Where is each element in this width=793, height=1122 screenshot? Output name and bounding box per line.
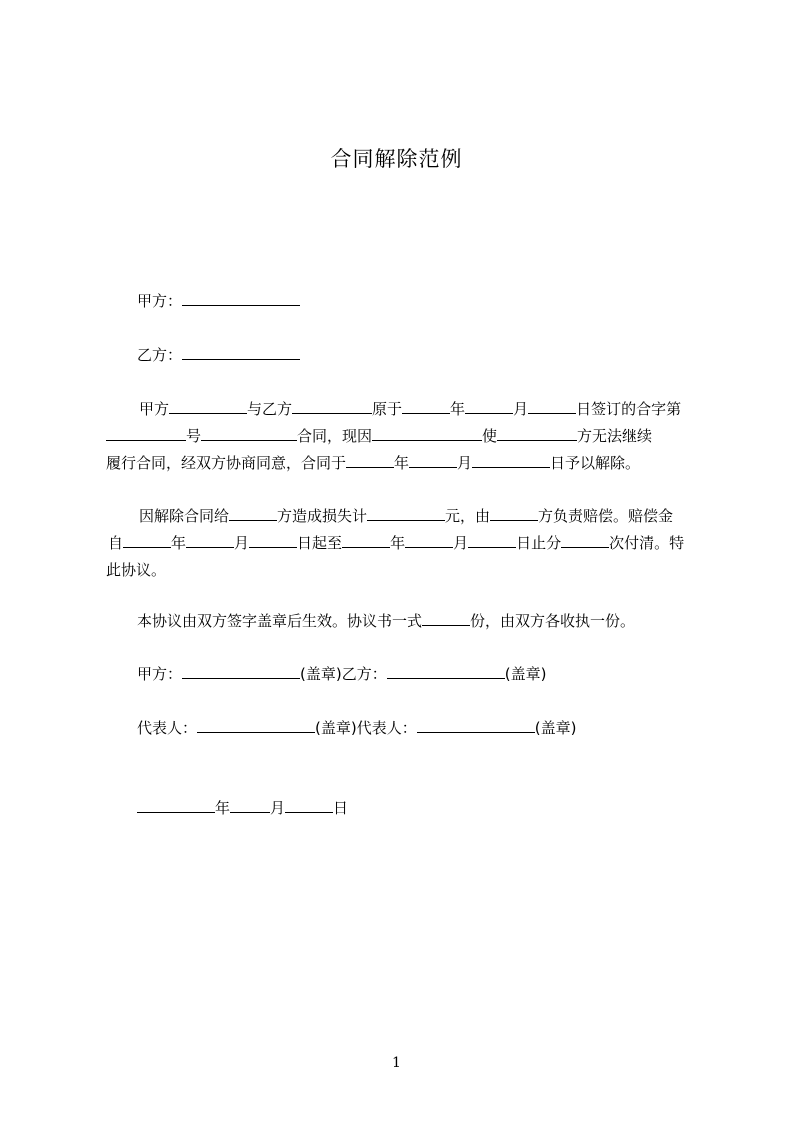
- blank: [497, 426, 577, 441]
- party-b-label: 乙方：: [137, 346, 183, 364]
- para1-text: 原于: [372, 400, 403, 418]
- para2-text: 次付清。特: [609, 534, 685, 552]
- signature-parties-line: [137, 664, 546, 684]
- blank: [123, 533, 171, 548]
- date-text: 日: [333, 799, 349, 817]
- para2-text: 此协议。: [106, 561, 167, 579]
- blank: [472, 453, 550, 468]
- para2-text: 因解除合同给: [139, 507, 230, 525]
- blank: [561, 533, 609, 548]
- rep-label: 代表人：: [356, 719, 417, 737]
- para3-line: [137, 611, 635, 631]
- blank: [201, 426, 297, 441]
- seal-label: (盖章): [315, 719, 357, 737]
- blank: [528, 399, 576, 414]
- blank: [106, 426, 186, 441]
- para2-text: 元，由: [445, 507, 491, 525]
- blank: [182, 664, 300, 679]
- blank: [186, 533, 234, 548]
- para2-text: 月: [234, 534, 250, 552]
- para1-text: 号: [186, 427, 202, 445]
- blank: [229, 506, 277, 521]
- para3-text: 份，由双方各收执一份。: [470, 612, 636, 630]
- para2-text: 日起至: [297, 534, 343, 552]
- document-title: 合同解除范例: [330, 147, 463, 171]
- para1-text: 年: [394, 454, 410, 472]
- signature-party-b-label: 乙方：: [341, 665, 387, 683]
- party-a-line: [137, 291, 300, 311]
- rep-label: 代表人：: [137, 719, 198, 737]
- para1-text: 年: [450, 400, 466, 418]
- blank: [137, 798, 215, 813]
- date-text: 月: [270, 799, 286, 817]
- blank: [402, 399, 450, 414]
- signature-reps-line: [137, 718, 576, 738]
- para1-text: 甲方: [139, 400, 170, 418]
- blank: [468, 533, 516, 548]
- party-a-blank: [182, 291, 300, 306]
- party-b-blank: [182, 345, 300, 360]
- party-b-line: [137, 345, 300, 365]
- para2-line3: [106, 560, 166, 580]
- para2-text: 月: [453, 534, 469, 552]
- para2-text: 方造成损失计: [277, 507, 368, 525]
- date-line: [137, 798, 348, 818]
- para1-line2: [106, 426, 652, 446]
- para1-text: 日签订的合字第: [576, 400, 682, 418]
- para2-line1: [139, 506, 673, 526]
- para2-text: 日止分: [516, 534, 562, 552]
- blank: [405, 533, 453, 548]
- blank: [285, 798, 333, 813]
- para2-text: 年: [171, 534, 187, 552]
- para2-text: 自: [108, 534, 124, 552]
- blank: [169, 399, 247, 414]
- date-text: 年: [215, 799, 231, 817]
- blank: [409, 453, 457, 468]
- para3-text: 本协议由双方签字盖章后生效。协议书一式: [137, 612, 423, 630]
- blank: [490, 506, 538, 521]
- para2-text: 方负责赔偿。赔偿金: [538, 507, 674, 525]
- para1-line1: [139, 399, 681, 419]
- seal-label: (盖章): [534, 719, 577, 737]
- para1-text: 与乙方: [247, 400, 293, 418]
- blank: [417, 718, 535, 733]
- para2-text: 年: [390, 534, 406, 552]
- blank: [372, 426, 482, 441]
- para1-text: 月: [513, 400, 529, 418]
- party-a-label: 甲方：: [137, 292, 183, 310]
- blank: [230, 798, 270, 813]
- para1-text: 使: [482, 427, 498, 445]
- para1-line3: [106, 453, 640, 473]
- blank: [387, 664, 505, 679]
- para2-line2: [108, 533, 684, 553]
- blank: [197, 718, 315, 733]
- para1-text: 月: [457, 454, 473, 472]
- para1-text: 日予以解除。: [550, 454, 641, 472]
- blank: [292, 399, 372, 414]
- blank: [367, 506, 445, 521]
- para1-text: 方无法继续: [577, 427, 653, 445]
- signature-party-a-label: 甲方：: [137, 665, 183, 683]
- blank: [346, 453, 394, 468]
- blank: [422, 611, 470, 626]
- seal-label: (盖章): [504, 665, 547, 683]
- para1-text: 履行合同，经双方协商同意，合同于: [106, 454, 347, 472]
- page-number: 1: [392, 1055, 401, 1071]
- blank: [249, 533, 297, 548]
- seal-label: (盖章): [300, 665, 342, 683]
- blank: [465, 399, 513, 414]
- blank: [342, 533, 390, 548]
- para1-text: 合同，现因: [297, 427, 373, 445]
